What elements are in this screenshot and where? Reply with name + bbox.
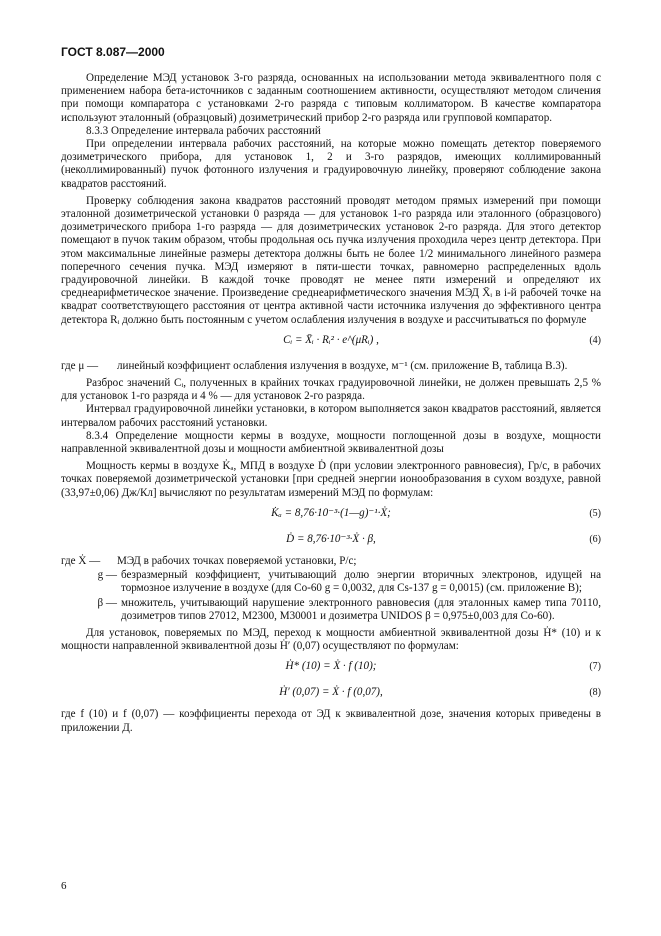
paragraph-spread: Разброс значений Cᵢ, полученных в крайних точках градуировочной линейки, не должен превышать 2,5 % для установок 1-го разряда и 4 % — для установок 2-го разряда. xyxy=(61,377,601,403)
formula-4-number: (4) xyxy=(589,334,601,346)
formula-6-expression: Ḋ = 8,76·10⁻³·Ẋ · β, xyxy=(286,532,376,545)
section-heading-8-3-3: 8.3.3 Определение интервала рабочих расстояний xyxy=(86,124,321,137)
paragraph-ambient-dose: Для установок, поверяемых по МЭД, переход к мощности амбиентной эквивалентной дозы Ḣ* (10) и к мощности направленной эквивалентной дозы Ḣ′ (0,07) осуществляют по формулам: xyxy=(61,626,601,653)
paragraph-comparator: Определение МЭД установок 3-го разряда, основанных на использовании метода эквивалентного поля с применением набора бета-источников с заданным соотношением активности, осуществляют методом сличения при помощи компаратора с установками 2-го разряда с типовым коллиматором. В качестве компаратора используют эталонный (образцовый) дозиметрический прибор 2-го разряда или групповой компаратор. xyxy=(61,72,601,124)
formula-8-number: (8) xyxy=(589,687,601,699)
definition-term: где μ — xyxy=(61,359,99,372)
paragraph-inverse-square-check: Проверку соблюдения закона квадратов расстояний проводят методом прямых измерений при помощи эталонной дозиметрической установки 0 разряда — для установок 1-го разряда или эталонного (образцового) дозиметрического прибора 1-го разряда — для дозиметрических установок 2-го разряда. Для этого детектор помещают в пучок таким образом, чтобы продольная ось пучка излучения проходила через центр детектора. При этом максимальные линейные размеры детектора должны быть не более 1/2 минимального линейного размера поперечного сечения пучка. МЭД измеряют в пяти-шести точках, равномерно распределенных вдоль градуировочной линейки. В каждой точке проводят не менее пяти измерений и определяют их среднеарифметическое значение. Произведение среднеарифметического значения МЭД X̄ᵢ в i-й рабочей точке на квадрат соответствующего расстояния от центра активной части источника излучения до эффективного центра детектора Rᵢ должно быть постоянным с учетом ослабления излучения в воздухе и рассчитываться по формуле xyxy=(61,194,601,326)
paragraph-interval: Интервал градуировочной линейки установки, в котором выполняется закон квадратов расстояний, является интервалом рабочих расстояний установки. xyxy=(61,403,601,429)
paragraph-working-distance: При определении интервала рабочих расстояний, на которые можно помещать детектор поверяемого дозиметрического прибора, для установок 1, 2 и 3-го разрядов, имеющих коллимированный (неколлимированный) пучок фотонного излучения и градуировочную линейку, проверяют соблюдение закона квадратов расстояний. xyxy=(61,138,601,190)
definition-item xyxy=(61,555,601,568)
definition-term: где Ẋ — xyxy=(61,554,101,567)
paragraph-conversion-coefficients: где f (10) и f (0,07) — коэффициенты перехода от ЭД к эквивалентной дозе, значения которых приведены в приложении Д. xyxy=(61,708,601,734)
formula-8 xyxy=(61,683,601,705)
page-number: 6 xyxy=(61,880,67,892)
document-body xyxy=(61,72,601,735)
formula-5 xyxy=(61,504,601,526)
definition-item xyxy=(61,597,601,623)
section-heading-8-3-4: 8.3.4 Определение мощности кермы в воздухе, мощности поглощенной дозы в воздухе, мощности направленной эквивалентной дозы и мощности амбиентной эквивалентной дозы xyxy=(61,429,601,456)
definition-desc: линейный коэффициент ослабления излучения в воздухе, м⁻¹ (см. приложение В, таблица В.3). xyxy=(117,359,568,372)
definition-desc: безразмерный коэффициент, учитывающий долю энергии вторичных электронов, идущей на тормозное излучение в воздухе (для Co-60 g = 0,0032, для Cs-137 g = 0,0015) (см. приложение В); xyxy=(121,569,601,595)
definition-desc: множитель, учитывающий нарушение электронного равновесия (для эталонных камер типа 70110, дозиметров типов 27012, М2300, М30001 и дозиметра UNIDOS β = 0,975±0,003 для Co-60). xyxy=(121,596,601,622)
definition-mu xyxy=(61,360,601,373)
formula-4 xyxy=(61,331,601,357)
formula-6 xyxy=(61,530,601,552)
formula-7 xyxy=(61,657,601,679)
definition-desc: МЭД в рабочих точках поверяемой установки, Р/с; xyxy=(117,554,357,567)
definition-term: β — xyxy=(97,596,117,609)
document-header: ГОСТ 8.087—2000 xyxy=(61,45,165,59)
formula-7-expression: Ḣ* (10) = Ẋ · f (10); xyxy=(285,660,377,673)
definition-term: g — xyxy=(97,569,117,582)
formula-7-number: (7) xyxy=(589,661,601,673)
formula-5-expression: K̇ₐ = 8,76·10⁻³·(1—g)⁻¹·Ẋ; xyxy=(271,506,391,519)
formula-5-number: (5) xyxy=(589,507,601,519)
definition-item xyxy=(61,569,601,595)
formula-4-expression: Cᵢ = X̄ᵢ · Rᵢ² · e^(μRᵢ) , xyxy=(283,333,379,346)
formula-8-expression: Ḣ′ (0,07) = Ẋ · f (0,07), xyxy=(279,686,383,699)
paragraph-kerma-rate: Мощность кермы в воздухе K̇ₐ, МПД в воздухе Ḋ (при условии электронного равновесия), Гр/с, в рабочих точках поверяемой дозиметрической установки [при средней энергии ионообразования в сухом воздухе, равной (33,97±0,06) Дж/Кл] вычисляют по результатам измерений МЭД по формулам: xyxy=(61,460,601,499)
formula-6-number: (6) xyxy=(589,533,601,545)
